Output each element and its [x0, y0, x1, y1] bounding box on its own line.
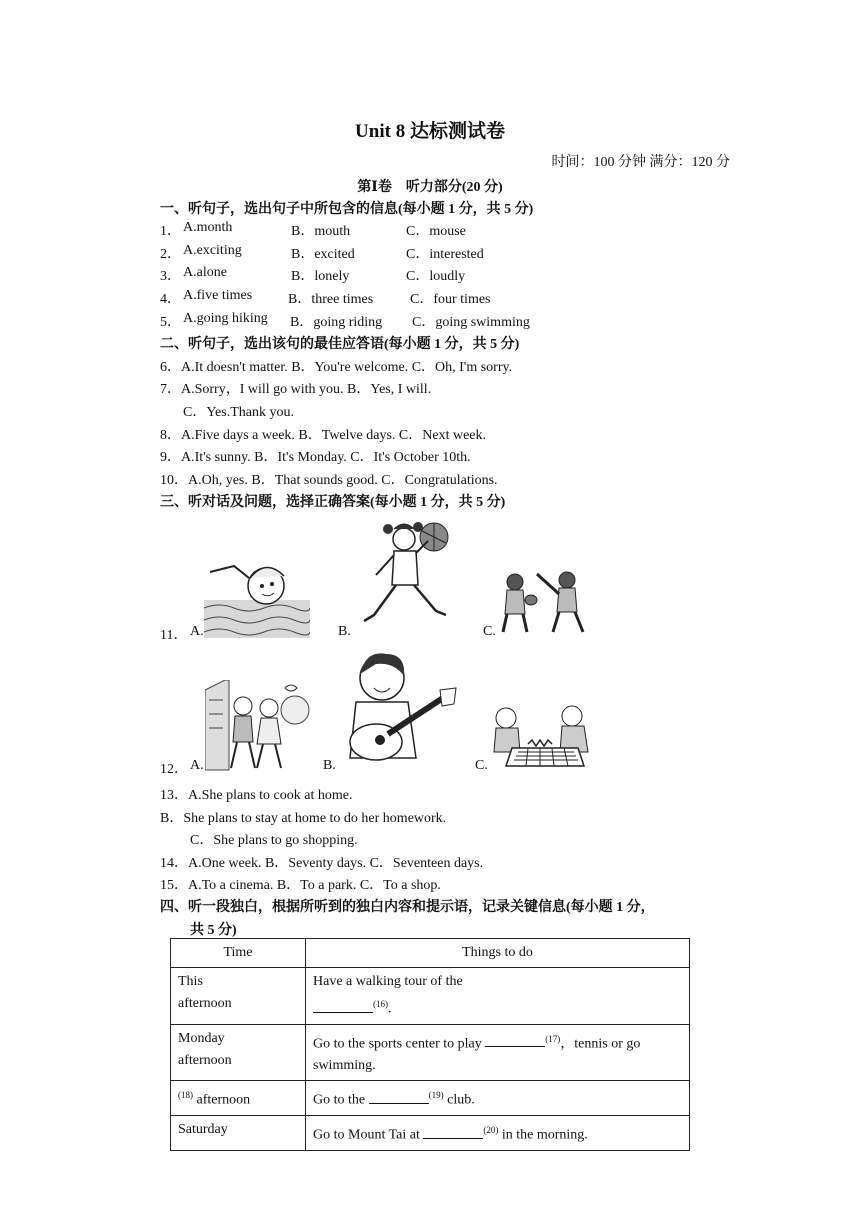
section-4-heading: 四、听一段独白，根据所听到的独白内容和提示语，记录关键信息(每小题 1 分， — [160, 900, 655, 915]
exam-meta: 时间：100 分钟 满分：120 分 — [551, 155, 730, 170]
time-cell — [171, 968, 306, 1025]
cell-text: club. — [443, 1092, 475, 1108]
time-cell — [171, 1024, 306, 1081]
q4-option-b: B．three times — [288, 292, 374, 307]
blank-number: (18) — [178, 1090, 193, 1101]
q13-line2: B．She plans to stay at home to do her homework. — [160, 811, 447, 826]
q7-line2: C．Yes.Thank you. — [183, 405, 294, 420]
swimming-picture — [204, 548, 310, 638]
section-1-heading: 一、听句子，选出句子中所包含的信息(每小题 1 分，共 5 分) — [160, 202, 534, 217]
q1-option-c: C．mouse — [406, 224, 466, 239]
blank-number: (16) — [373, 999, 388, 1009]
task-cell — [306, 1081, 690, 1116]
q5-num: 5． — [160, 315, 181, 330]
cell-text: Go to the sports center to play — [313, 1036, 486, 1052]
q5-option-c: C．going swimming — [412, 315, 530, 330]
q13-line3: C．She plans to go shopping. — [190, 833, 358, 848]
header-things: Things to do — [306, 939, 690, 968]
q15: 15．A.To a cinema. B．To a park. C．To a shop. — [160, 878, 441, 893]
cell-text: Go to Mount Tai at — [313, 1127, 424, 1143]
q13-line1: 13．A.She plans to cook at home. — [160, 788, 353, 803]
q1-option-b: B．mouth — [291, 224, 351, 239]
blank-number: (19) — [428, 1090, 444, 1101]
task-cell — [306, 1024, 690, 1081]
cell-text: Go to the — [313, 1092, 369, 1108]
q14: 14．A.One week. B．Seventy days. C．Seventeen days. — [160, 856, 484, 871]
cell-text: ，tennis or go — [560, 1036, 641, 1052]
q4-option-c: C．four times — [410, 292, 491, 307]
page-title: Unit 8 达标测试卷 — [355, 121, 505, 142]
cell-text: Have a walking tour of the — [313, 974, 463, 989]
q5-option-b: B．going riding — [290, 315, 383, 330]
walking-picture — [205, 680, 311, 772]
q2-option-c: C．interested — [406, 247, 484, 262]
q4-option-a: A.five times — [183, 288, 253, 303]
baseball-picture — [497, 568, 597, 636]
cell-text: swimming. — [313, 1058, 376, 1074]
cell-text: afternoon — [178, 1052, 232, 1068]
q3-option-b: B．lonely — [291, 269, 350, 284]
cell-text: This — [178, 974, 203, 989]
cell-text: afternoon — [178, 996, 232, 1011]
task-cell — [306, 968, 690, 1025]
table-row — [171, 1115, 690, 1150]
q8: 8．A.Five days a week. B．Twelve days. C．Next week. — [160, 428, 487, 443]
blank-16[interactable] — [313, 998, 373, 1013]
q1-option-a: A.month — [183, 220, 233, 235]
q2-option-b: B．excited — [291, 247, 355, 262]
q12-label-c: C. — [475, 758, 488, 773]
info-table — [170, 938, 690, 1151]
table-row — [171, 1081, 690, 1116]
q11-label-a: A. — [190, 624, 204, 639]
blank-number: (17) — [545, 1033, 561, 1044]
cell-text: . — [388, 1001, 392, 1017]
blank-19[interactable] — [369, 1089, 429, 1104]
q6: 6．A.It doesn't matter. B．You're welcome. C．Oh, I'm sorry. — [160, 360, 513, 375]
chess-picture — [488, 700, 594, 772]
q1-num: 1． — [160, 224, 181, 239]
q11-num: 11． — [160, 628, 188, 643]
time-cell — [171, 1115, 306, 1150]
q5-option-a: A.going hiking — [183, 311, 268, 326]
cell-text: Monday — [178, 1030, 225, 1046]
cell-text: in the morning. — [498, 1127, 588, 1143]
guitar-picture — [336, 648, 462, 772]
cell-text: Saturday — [178, 1121, 228, 1137]
q12-num: 12． — [160, 762, 188, 777]
time-cell — [171, 1081, 306, 1116]
section-2-heading: 二、听句子，选出该句的最佳应答语(每小题 1 分，共 5 分) — [160, 337, 520, 352]
section-4-heading-cont: 共 5 分) — [190, 923, 237, 938]
table-row — [171, 1024, 690, 1081]
q12-label-b: B. — [323, 758, 336, 773]
q2-option-a: A.exciting — [183, 243, 242, 258]
q3-num: 3． — [160, 269, 181, 284]
q11-label-c: C. — [483, 624, 496, 639]
task-cell — [306, 1115, 690, 1150]
q12-label-a: A. — [190, 758, 204, 773]
q7-line1: 7．A.Sorry，I will go with you. B．Yes, I will. — [160, 382, 432, 397]
blank-17[interactable] — [485, 1032, 545, 1047]
q9: 9．A.It's sunny. B．It's Monday. C．It's October 10th. — [160, 450, 471, 465]
q11-label-b: B. — [338, 624, 351, 639]
section-3-heading: 三、听对话及问题，选择正确答案(每小题 1 分，共 5 分) — [160, 495, 506, 510]
cell-text: afternoon — [193, 1092, 251, 1108]
basketball-picture — [356, 515, 466, 627]
table-row — [171, 968, 690, 1025]
q3-option-c: C．loudly — [406, 269, 466, 284]
table-header-row — [171, 939, 690, 968]
q2-num: 2． — [160, 247, 181, 262]
q4-num: 4． — [160, 292, 181, 307]
header-time: Time — [171, 939, 306, 968]
blank-20[interactable] — [423, 1124, 483, 1139]
part-heading: 第Ⅰ卷 听力部分(20 分) — [357, 180, 503, 195]
q3-option-a: A.alone — [183, 265, 227, 280]
blank-number: (20) — [483, 1124, 499, 1135]
q10: 10．A.Oh, yes. B．That sounds good. C．Congratulations. — [160, 473, 498, 488]
